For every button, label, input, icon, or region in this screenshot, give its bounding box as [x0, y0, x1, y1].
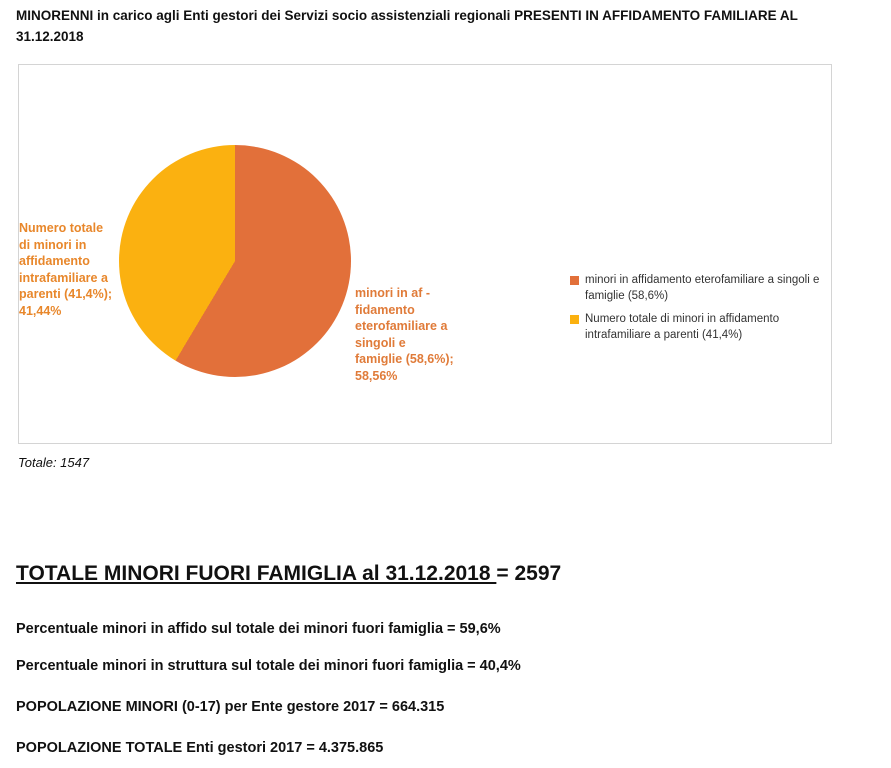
chart-legend [570, 273, 830, 351]
section-heading [16, 562, 561, 586]
page-title: MINORENNI in carico agli Enti gestori dei Servizi socio assistenziali regionali PRESENTI IN AFFIDAMENTO FAMILIARE AL 31.12.2018 [16, 8, 798, 44]
stat-line-affido-percent: Percentuale minori in affido sul totale dei minori fuori famiglia = 59,6% [16, 621, 501, 637]
legend-swatch-icon [570, 315, 579, 324]
stat-line-popolazione-minori: POPOLAZIONE MINORI (0-17) per Ente gestore 2017 = 664.315 [16, 699, 445, 715]
pie-label-eterofamiliare: minori in af -fidamento eterofamiliare a singoli e famiglie (58,6%); 58,56% [355, 286, 454, 383]
chart-container [18, 64, 832, 444]
legend-item-label: Numero totale di minori in affidamento intrafamiliare a parenti (41,4%) [585, 313, 780, 341]
pie-label-intrafamiliare: Numero totale di minori in affidamento intrafamiliare a parenti (41,4%); 41,44% [19, 221, 113, 318]
section-heading-value: = 2597 [496, 562, 562, 585]
stat-line-popolazione-totale: POPOLAZIONE TOTALE Enti gestori 2017 = 4.375.865 [16, 740, 384, 756]
chart-total-caption: Totale: 1547 [18, 455, 90, 470]
legend-item-label: minori in affidamento eterofamiliare a singoli e famiglie (58,6%) [585, 274, 820, 302]
section-heading-underlined: TOTALE MINORI FUORI FAMIGLIA al 31.12.2018 [16, 562, 497, 585]
legend-swatch-icon [570, 276, 579, 285]
stat-line-struttura-percent: Percentuale minori in struttura sul totale dei minori fuori famiglia = 40,4% [16, 658, 521, 674]
legend-item [570, 273, 830, 304]
pie-slices [119, 145, 351, 377]
pie-chart [119, 145, 351, 377]
legend-item [570, 312, 830, 343]
